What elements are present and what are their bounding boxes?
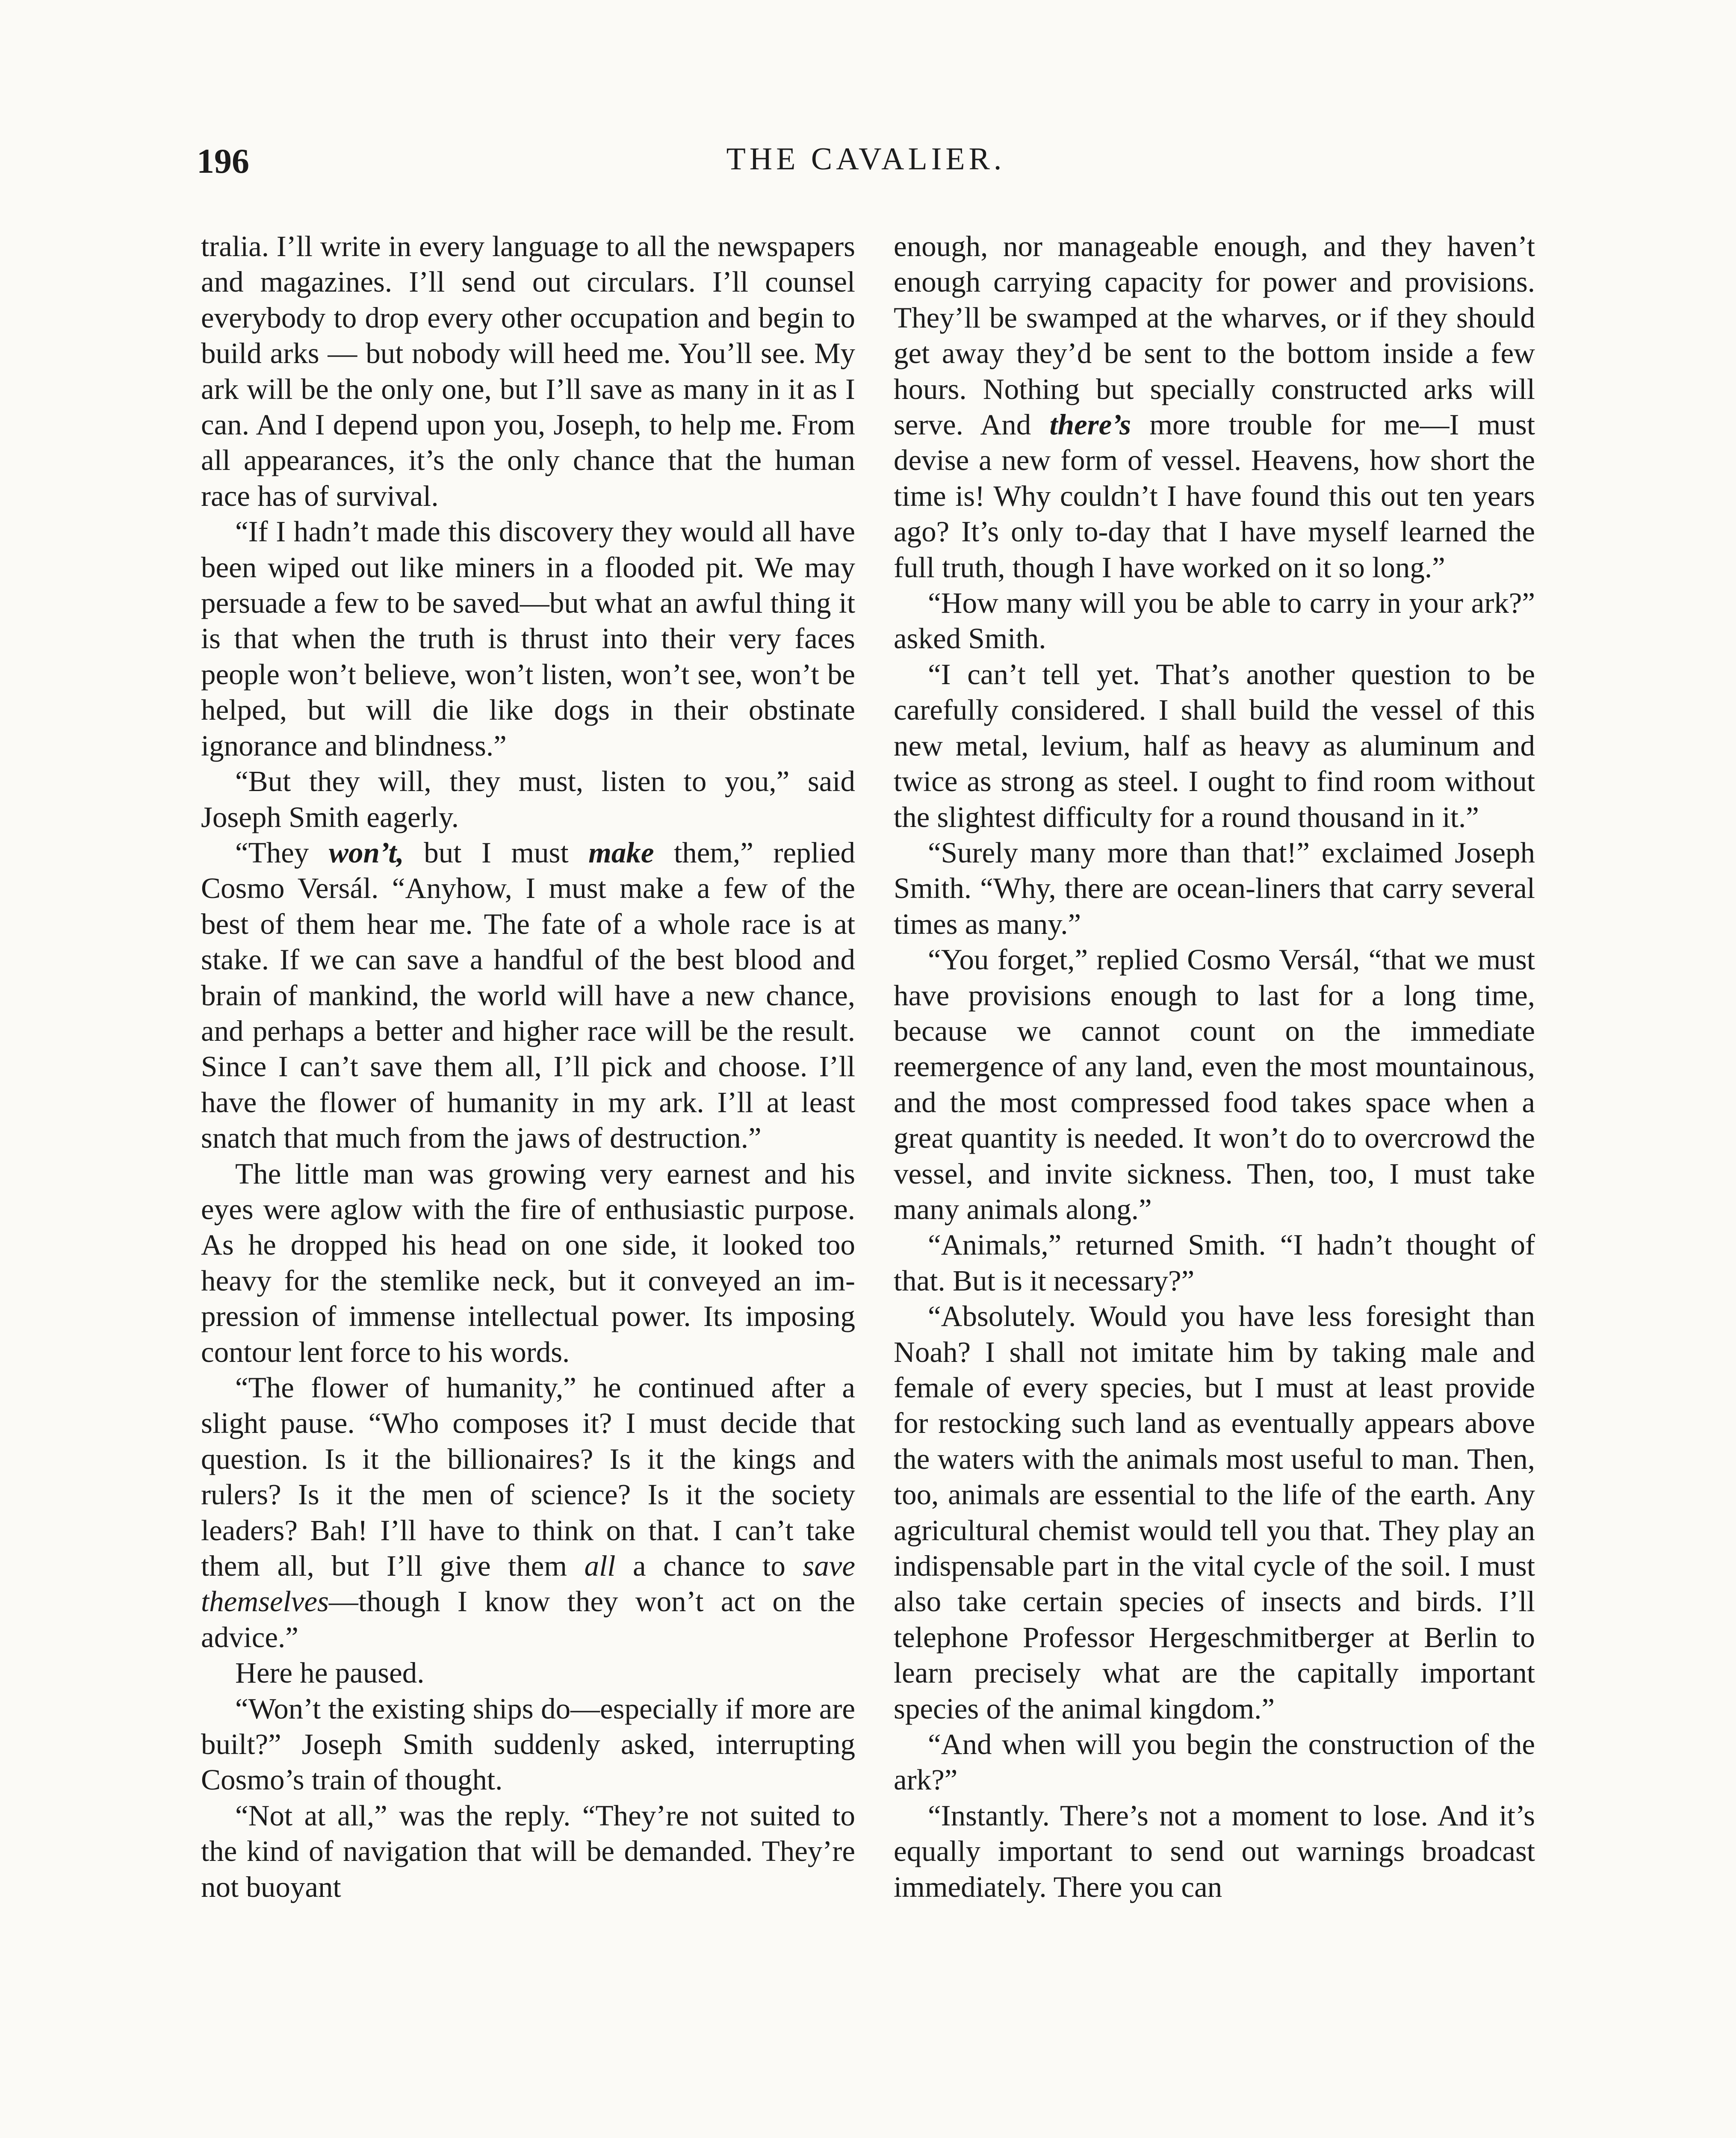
paragraph: The little man was growing very earnest and his eyes were aglow with the fire of enthusiastic purpose. As he dropped his head on one side, it looked too heavy for the stemlike neck, but it conveyed an impression of immense intellectual power. Its imposing contour lent force to his words. (201, 1157, 855, 1368)
emphasis: there’s (1049, 408, 1131, 441)
text-run: —though I know they won’t act on the advice.” (201, 1585, 855, 1654)
paragraph: Here he paused. (235, 1657, 425, 1689)
emphasis: won’t, (328, 836, 404, 869)
paragraph: “Not at all,” was the reply. “They’re not suited to the kind of navigation that will be demanded. They’re not buoyant (201, 1799, 855, 1903)
right-column (894, 229, 1535, 1905)
paragraph: “Absolutely. Would you have less foresight than Noah? I shall not imitate him by taking male and female of every species, but I must at least provide for restocking such land as eventually appears above the waters with the animals most useful to man. Then, too, animals are essential to the life of the earth. Any agricultural chemist would tell you that. They play an indispensable part in the vital cycle of the soil. I must also take certain species of insects and birds. I’ll telephone Professor Hergeschmitberger at Berlin to learn precisely what are the capitally important species of the animal kingdom.” (894, 1300, 1535, 1725)
paragraph (201, 835, 855, 1156)
paragraph (894, 229, 1535, 585)
text-run: them,” replied Cosmo Versál. “Anyhow, I must make a few of the best of them hear me. The fate of a whole race is at stake. If we can save a handful of the best blood and brain of mankind, the world will have a new chance, and perhaps a better and higher race will be the result. Since I can’t save them all, I’ll pick and choose. I’ll have the flower of humanity in my ark. I’ll at least snatch that much from the jaws of destruction.” (201, 836, 855, 1155)
text-run: enough, nor manageable enough, and they haven’t enough carrying capacity for power and provisions. They’ll be swamped at the wharves, or if they should get away they’d be sent to the bottom inside a few hours. Nothing but specially constructed arks will serve. And (894, 230, 1535, 441)
text-run: more trouble for me—I must devise a new form of vessel. Heavens, how short the time is! Why couldn’t I have found this out ten years ago? It’s only to-day that I have myself learned the full truth, though I have worked on it so long.” (894, 408, 1535, 584)
emphasis: all (584, 1550, 616, 1583)
paragraph (201, 1370, 855, 1655)
paragraph: “Instantly. There’s not a moment to lose. And it’s equally important to send out warnings broadcast immediately. There you can (894, 1799, 1535, 1903)
paragraph: “Surely many more than that!” exclaimed Joseph Smith. “Why, there are ocean-liners that carry several times as many.” (894, 836, 1535, 940)
page-number: 196 (197, 142, 249, 180)
text-run: “The flower of humanity,” he continued after a slight pause. “Who composes it? I must decide that question. Is it the billionaires? Is it the kings and rulers? Is it the men of science? Is it the society leaders? Bah! I’ll have to think on that. I can’t take them all, but I’ll give them (201, 1371, 855, 1583)
text-run: a chance to (615, 1550, 803, 1583)
paragraph: “But they will, they must, listen to you,” said Joseph Smith eagerly. (201, 765, 855, 833)
paragraph: “If I hadn’t made this discovery they would all have been wiped out like miners in a flooded pit. We may persuade a few to be saved—but what an awful thing it is that when the truth is thrust into their very faces people won’t believe, won’t listen, won’t see, won’t be helped, but will die like dogs in their obstinate ignorance and blindness.” (201, 515, 855, 762)
left-column (201, 229, 855, 1905)
paragraph: “How many will you be able to carry in your ark?” asked Smith. (894, 587, 1535, 655)
paragraph: “And when will you begin the construction of the ark?” (894, 1728, 1535, 1796)
emphasis: make (588, 836, 654, 869)
page-header (197, 141, 1535, 192)
paragraph: tralia. I’ll write in every language to all the newspapers and magazines. I’ll send out circulars. I’ll counsel everybody to drop every other occupation and begin to build arks — but nobody will heed me. You’ll see. My ark will be the only one, but I’ll save as many in it as I can. And I depend upon you, Joseph, to help me. From all appearances, it’s the only chance that the human race has of survival. (201, 230, 855, 512)
running-head: THE CAVALIER. (726, 142, 1006, 177)
paragraph: “You forget,” replied Cosmo Versál, “that we must have provisions enough to last for a long time, because we cannot count on the immediate reemergence of any land, even the most mountainous, and the most compressed food takes space when a great quantity is needed. It won’t do to overcrowd the vessel, and invite sickness. Then, too, I must take many animals along.” (894, 943, 1535, 1226)
emphasis: save themselves (201, 1550, 855, 1618)
text-run: “They (235, 836, 329, 869)
paragraph: “Animals,” returned Smith. “I hadn’t thought of that. But is it necessary?” (894, 1228, 1535, 1297)
paragraph: “Won’t the existing ships do—especially if more are built?” Joseph Smith suddenly asked, interrupting Cosmo’s train of thought. (201, 1692, 855, 1796)
text-run: but I must (404, 836, 589, 869)
paragraph: “I can’t tell yet. That’s another question to be carefully considered. I shall build the vessel of this new metal, levium, half as heavy as aluminum and twice as strong as steel. I ought to find room without the slightest difficulty for a round thousand in it.” (894, 658, 1535, 833)
